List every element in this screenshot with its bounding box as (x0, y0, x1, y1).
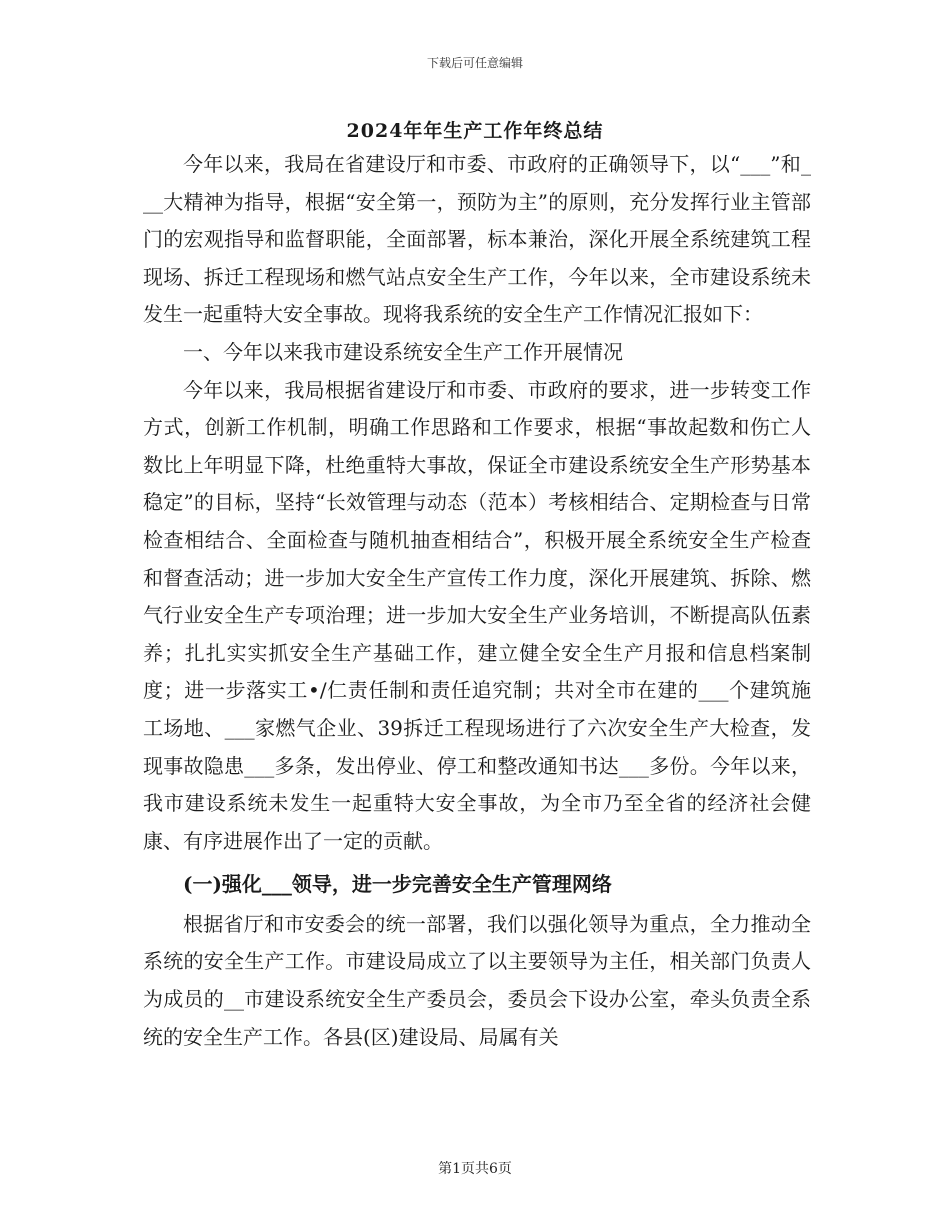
subsection-heading-1: (一)强化___领导，进一步完善安全生产管理网络 (183, 872, 612, 897)
page-footer: 第1页共6页 (438, 1161, 512, 1177)
section-heading-1: 一、今年以来我市建设系统安全生产工作开展情况 (183, 339, 623, 364)
document-body (143, 146, 811, 1056)
paragraph-intro: 今年以来，我局在省建设厅和市委、市政府的正确领导下，以“___”和___大精神为指导，根据“安全第一，预防为主”的原则，充分发挥行业主管部门的宏观指导和监督职能，全面部署，标本兼治，深化开展全系统建筑工程现场、拆迁工程现场和燃气站点安全生产工作，今年以来，全市建设系统未发生一起重特大安全事故。现将我系统的安全生产工作情况汇报如下： (143, 152, 811, 327)
header-note: 下载后可任意编辑 (426, 56, 523, 70)
document-title: 2024年年生产工作年终总结 (346, 120, 604, 142)
paragraph-leadership: 根据省厅和市安委会的统一部署，我们以强化领导为重点，全力推动全系统的安全生产工作。市建设局成立了以主要领导为主任，相关部门负责人为成员的__市建设系统安全生产委员会，委员会下设办公室，牵头负责全系统的安全生产工作。各县(区)建设局、局属有关 (143, 911, 811, 1049)
paragraph-overview: 今年以来，我局根据省建设厅和市委、市政府的要求，进一步转变工作方式，创新工作机制，明确工作思路和工作要求，根据“事故起数和伤亡人数比上年明显下降，杜绝重特大事故，保证全市建设系统安全生产形势基本稳定”的目标，坚持“长效管理与动态（范本）考核相结合、定期检查与日常检查相结合、全面检查与随机抽查相结合”，积极开展全系统安全生产检查和督查活动；进一步加大安全生产宣传工作力度，深化开展建筑、拆除、燃气行业安全生产专项治理；进一步加大安全生产业务培训，不断提高队伍素养；扎扎实实抓安全生产基础工作，建立健全安全生产月报和信息档案制度；进一步落实工•/仁责任制和责任追究制；共对全市在建的___个建筑施工场地、___家燃气企业、39拆迁工程现场进行了六次安全生产大检查，发现事故隐患___多条，发出停业、停工和整改通知书达___多份。今年以来，我市建设系统未发生一起重特大安全事故，为全市乃至全省的经济社会健康、有序进展作出了一定的贡献。 (143, 377, 811, 853)
